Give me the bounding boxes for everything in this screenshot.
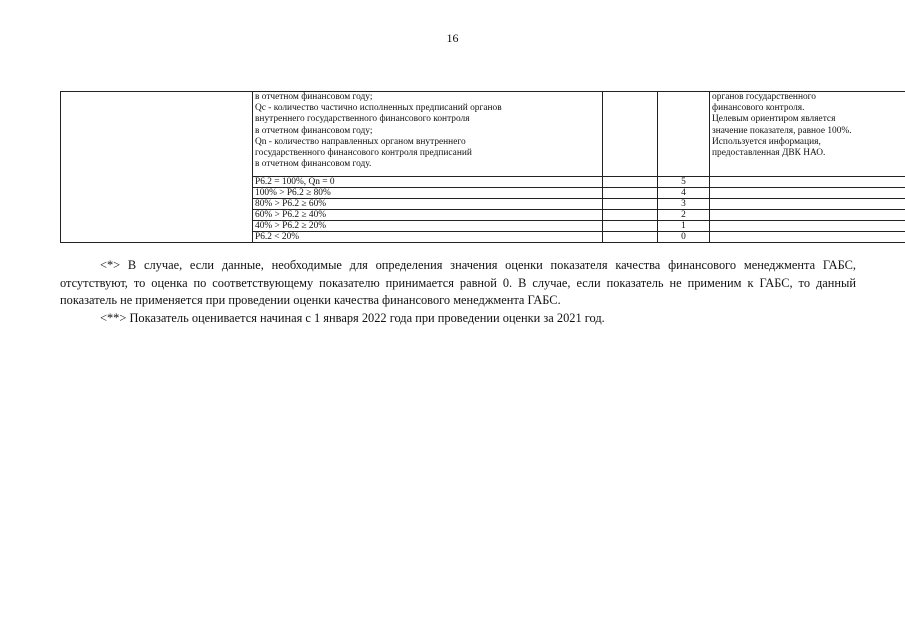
empty-cell	[710, 199, 905, 210]
comment-line: Используется информация,	[712, 136, 821, 147]
empty-cell	[710, 188, 905, 199]
formula-description-cell	[253, 92, 603, 177]
condition-cell: P6.2 < 20%	[253, 232, 603, 243]
indicator-name-cell	[61, 92, 253, 243]
footnote-general: <*> В случае, если данные, необходимые для определения значения оценки показателя качества финансового менеджмента ГАБС, отсутствуют, то оценка по соответствующему показателю принимается равной 0. В случае, если показатель не применим к ГАБС, то данный показатель не применяется при проведении оценки качества финансового менеджмента ГАБС.	[60, 258, 856, 308]
description-line: Qn - количество направленных органом внутреннего	[255, 136, 466, 147]
condition-cell: 80% > P6.2 ≥ 60%	[253, 199, 603, 210]
footnotes	[60, 257, 856, 327]
score-value: 0	[658, 232, 710, 243]
comment-line: финансового контроля.	[712, 103, 805, 114]
score-value: 4	[658, 188, 710, 199]
empty-cell	[603, 221, 658, 232]
indicator-table	[60, 91, 905, 243]
empty-cell	[603, 199, 658, 210]
empty-cell	[603, 177, 658, 188]
condition-cell: P6.2 = 100%, Qn = 0	[253, 177, 603, 188]
empty-cell	[603, 188, 658, 199]
score-cell	[658, 92, 710, 177]
description-line: Qc - количество частично исполненных предписаний органов	[255, 103, 502, 114]
comment-line: предоставленная ДВК НАО.	[712, 148, 826, 159]
description-line: в отчетном финансовом году.	[255, 159, 372, 170]
table-row-description	[61, 92, 905, 177]
description-line: внутреннего государственного финансового контроля	[255, 114, 470, 125]
description-line: государственного финансового контроля предписаний	[255, 148, 472, 159]
comment-cell	[710, 92, 905, 177]
condition-cell: 60% > P6.2 ≥ 40%	[253, 210, 603, 221]
empty-cell	[603, 210, 658, 221]
score-value: 3	[658, 199, 710, 210]
score-value: 5	[658, 177, 710, 188]
description-line: в отчетном финансовом году;	[255, 125, 373, 136]
score-value: 1	[658, 221, 710, 232]
condition-cell: 40% > P6.2 ≥ 20%	[253, 221, 603, 232]
description-line: в отчетном финансовом году;	[255, 92, 373, 102]
unit-cell	[603, 92, 658, 177]
empty-cell	[710, 232, 905, 243]
footnote-start-date: <**> Показатель оценивается начиная с 1 января 2022 года при проведении оценки за 2021 год.	[100, 310, 605, 325]
empty-cell	[603, 232, 658, 243]
empty-cell	[710, 221, 905, 232]
page-number: 16	[446, 31, 459, 45]
comment-line: органов государственного	[712, 92, 816, 102]
comment-line: Целевым ориентиром является	[712, 114, 836, 125]
empty-cell	[710, 210, 905, 221]
condition-cell: 100% > P6.2 ≥ 80%	[253, 188, 603, 199]
empty-cell	[710, 177, 905, 188]
score-value: 2	[658, 210, 710, 221]
comment-line: значение показателя, равное 100%.	[712, 125, 852, 136]
